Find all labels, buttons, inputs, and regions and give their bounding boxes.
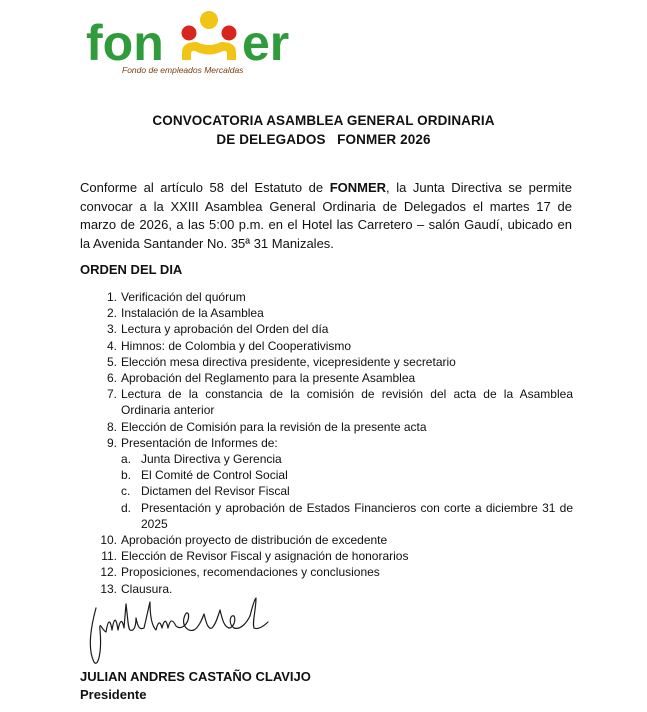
agenda-item-text: Presentación de Informes de: <box>121 435 278 450</box>
agenda-item <box>0 354 573 370</box>
logo-head-right <box>222 26 237 41</box>
agenda-subitem-text: Junta Directiva y Gerencia <box>141 452 282 467</box>
agenda-item <box>0 370 573 386</box>
agenda-item-number: 11. <box>101 549 117 564</box>
agenda-item-number: 10. <box>100 533 117 548</box>
agenda-item <box>0 548 573 564</box>
agenda-item-text: Elección de Revisor Fiscal y asignación de honorarios <box>121 549 409 564</box>
agenda-list <box>0 289 647 597</box>
intro-paragraph <box>80 179 572 253</box>
agenda-subitem-text: Presentación y aprobación de Estados Financieros con corte a diciembre 31 de 2025 <box>141 500 573 531</box>
signatory-name: JULIAN ANDRES CASTAÑO CLAVIJO <box>80 669 311 684</box>
agenda-item-text: Aprobación proyecto de distribución de excedente <box>121 533 388 548</box>
agenda-item-number: 5. <box>106 354 117 369</box>
document-title-line2: DE DELEGADOS FONMER 2026 <box>216 132 431 147</box>
agenda-item-number: 4. <box>106 338 117 353</box>
agenda-heading: ORDEN DEL DIA <box>80 262 183 277</box>
agenda-item-number: 13. <box>100 581 117 596</box>
agenda-sublist <box>0 451 647 532</box>
agenda-item <box>0 289 573 305</box>
agenda-item-text: Proposiciones, recomendaciones y conclusiones <box>121 565 380 580</box>
agenda-item-number: 8. <box>106 419 117 434</box>
fonmer-logo <box>86 8 336 78</box>
agenda-item-number: 1. <box>106 290 117 304</box>
agenda-item-text: Instalación de la Asamblea <box>121 306 264 321</box>
document-title-line1: CONVOCATORIA ASAMBLEA GENERAL ORDINARIA <box>152 113 495 128</box>
agenda-subitem <box>0 451 573 467</box>
agenda-item-text: Lectura de la constancia de la comisión de revisión del acta de la Asamblea Ordinaria anterior <box>121 387 573 418</box>
agenda-item <box>0 564 573 580</box>
agenda-item-text: Verificación del quórum <box>121 290 246 304</box>
agenda-item <box>0 386 573 418</box>
agenda-item <box>0 419 573 435</box>
logo-wordmark-right: er <box>242 15 290 71</box>
agenda-item-text: Aprobación del Reglamento para la presente Asamblea <box>121 371 416 386</box>
logo-arc <box>182 42 236 60</box>
signatory-role: Presidente <box>80 687 147 702</box>
agenda-item-number: 9. <box>106 435 117 450</box>
agenda-subitem <box>0 500 573 532</box>
agenda-subitem <box>0 467 573 483</box>
logo-head-center <box>200 11 218 29</box>
intro-org-name: FONMER <box>329 180 387 195</box>
logo-head-left <box>182 26 197 41</box>
agenda-item-number: 2. <box>106 306 117 321</box>
agenda-subitem-text: Dictamen del Revisor Fiscal <box>141 484 290 499</box>
intro-text-start: Conforme al artículo 58 del Estatuto de <box>80 180 330 195</box>
handwritten-signature <box>82 590 282 670</box>
agenda-item <box>0 532 573 548</box>
agenda-item <box>0 305 573 321</box>
agenda-subitem-text: El Comité de Control Social <box>141 468 288 483</box>
agenda-subitem-letter: a. <box>121 452 132 467</box>
agenda-item <box>0 435 573 451</box>
logo-wordmark-left: fon <box>86 15 164 71</box>
agenda-item-text: Elección mesa directiva presidente, vicepresidente y secretario <box>121 354 456 369</box>
agenda-subitem-letter: c. <box>121 484 131 499</box>
agenda-subitem <box>0 483 573 499</box>
agenda-item <box>0 321 573 337</box>
agenda-item-number: 7. <box>106 387 117 402</box>
agenda-item-number: 3. <box>106 322 117 337</box>
agenda-item-number: 6. <box>106 371 117 386</box>
intro-text-end: , la Junta Directiva se permite convocar a la XXIII Asamblea General Ordinaria de Delegados el martes 17 de marzo de 2026, a las 5:00 p.m. en el Hotel las Carretero – salón Gaudí, ubicado en la Avenida Santander No. 35ª 31 Manizales. <box>80 180 573 251</box>
agenda-item-text: Elección de Comisión para la revisión de la presente acta <box>121 419 427 434</box>
agenda-item-text: Clausura. <box>121 581 173 596</box>
agenda-item-text: Lectura y aprobación del Orden del día <box>121 322 329 337</box>
logo-tagline: Fondo de empleados Mercaldas <box>122 65 244 75</box>
agenda-item-text: Himnos: de Colombia y del Cooperativismo <box>121 338 352 353</box>
agenda-item-number: 12. <box>100 565 117 580</box>
agenda-subitem-letter: b. <box>121 468 132 483</box>
agenda-item <box>0 338 573 354</box>
agenda-subitem-letter: d. <box>121 500 132 515</box>
